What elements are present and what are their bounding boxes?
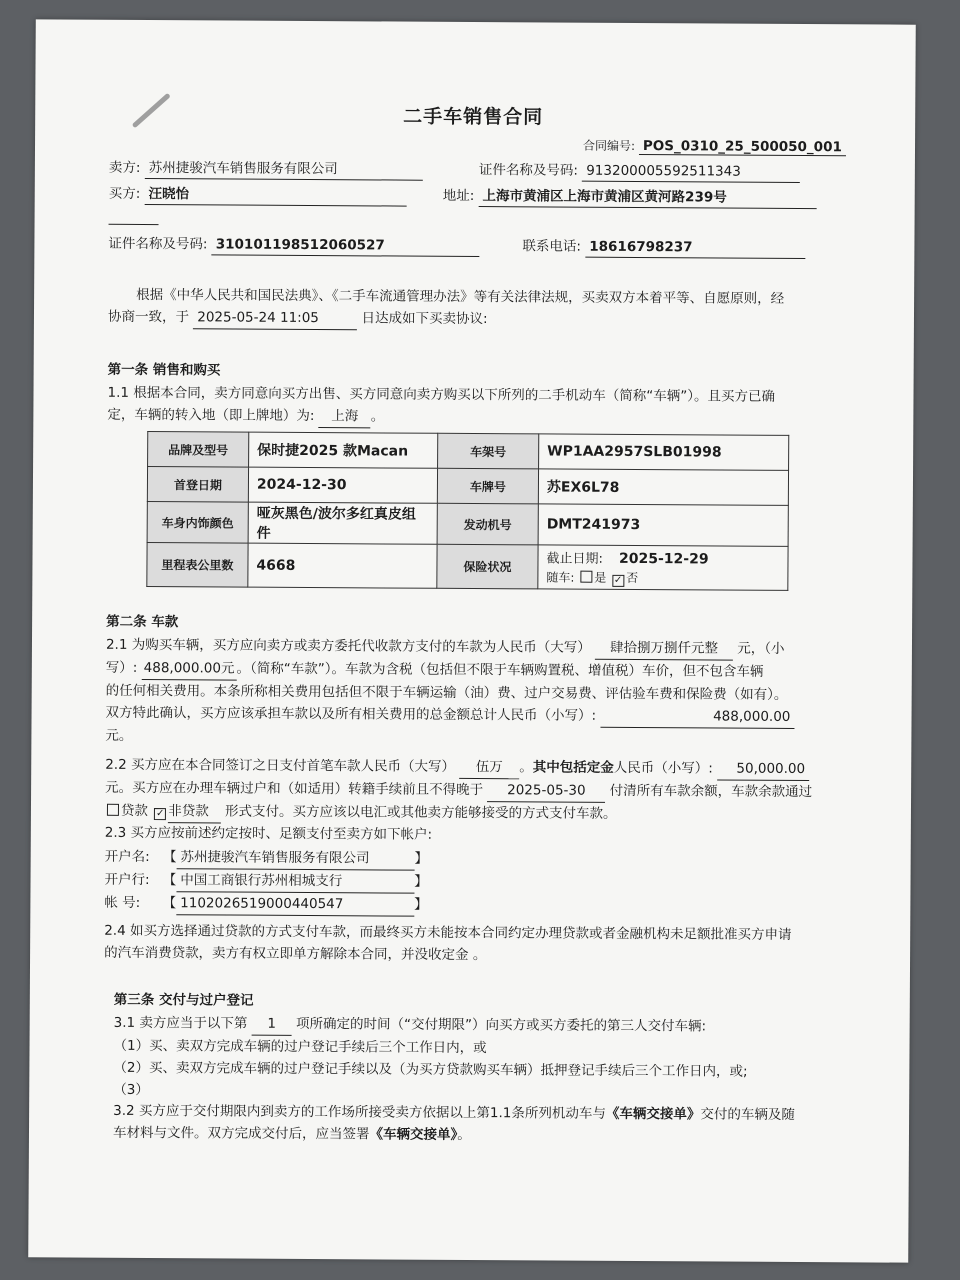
account-number: 1102026519000440547 [176,892,414,916]
article-2-title: 第二条 车款 [106,613,179,631]
buyer-address: 上海市黄浦区上海市黄浦区黄河路239号 [479,186,817,209]
table-row: 首登日期 2024-12-30 车牌号 苏EX6L78 [147,467,788,506]
vehicle-vin: WP1AA2957SLB01998 [539,434,789,471]
contract-number: 合同编号: POS_0310_25_500050_001 [583,137,846,157]
article-2-3: 2.3 买方应按前述约定按时、足额支付至卖方如下帐户: [104,824,433,843]
article-2-1: 2.1 为购买车辆，买方应向卖方或卖方委托代收款方支付的车款为人民币（大写） 肆拾捌万捌仟元整 元，（小 写）: 488,000.00元 。（简称“车款”）。车款为含税（包括但不限于车辆购置税、增值税）车价，但不包含车辆 的任何相关费用。本条所称相关费用包括但不限于车辆运输（油）费、过户交易费、评估验车费和保险费（如有）。 双方特此确认，买方应该承担车款以及所有相关费用的总金额总计人民币（小写）: 488,000.00 元。 [105,634,846,752]
bank-name: 中国工商银行苏州相城支行 [176,869,414,893]
registration-city: 上海 [319,405,371,428]
buyer-id: 310101198512060527 [212,234,480,257]
table-row: 里程表公里数 4668 保险状况 截止日期: 2025-12-29 随车: 是 ✓ 否 [147,543,788,591]
account-name: 苏州捷骏汽车销售服务有限公司 [176,846,414,870]
vehicle-table [146,431,789,591]
seller-name: 苏州捷骏汽车销售服务有限公司 [145,158,423,181]
delivery-option: 1 [252,1013,292,1036]
engine-number: DMT241973 [538,504,788,547]
first-registration-date: 2024-12-30 [248,467,437,503]
insurance-status: 截止日期: 2025-12-29 随车: 是 ✓ 否 [538,545,788,591]
buyer-name: 汪晓怡 [145,184,407,207]
plate-number: 苏EX6L78 [538,469,788,506]
buyer-phone: 18616798237 [585,237,805,259]
pen-icon [132,93,171,129]
contract-page [28,19,916,1262]
table-row: 车身内饰颜色 哑灰黑色/波尔多红真皮组件 发动机号 DMT241973 [147,502,788,547]
seller-id: 913200005592511343 [582,161,800,183]
phone-row: 联系电话: 18616798237 [522,236,805,259]
vehicle-color: 哑灰黑色/波尔多红真皮组件 [248,502,437,544]
address-row: 地址: 上海市黄浦区上海市黄浦区黄河路239号 [443,186,817,209]
table-row: 品牌及型号 保时捷2025 款Macan 车架号 WP1AA2957SLB01998 [148,432,789,471]
vehicle-model: 保时捷2025 款Macan [249,432,438,468]
checkbox-icon [107,804,119,816]
price-chinese: 肆拾捌万捌仟元整 [595,637,733,661]
insurance-end-date: 2025-12-29 [618,550,709,568]
checked-checkbox-icon: ✓ [156,808,165,820]
article-3-2: 3.2 买方应于交付期限内到卖方的工作场所接受卖方依据以上第1.1条所列机动车与《车辆交接单》交付的车辆及随 车材料与文件。双方完成交付后，应当签署《车辆交接单》。 [112,1102,795,1144]
buyer-id-row: 证件名称及号码: 310101198512060527 [108,234,479,257]
down-payment-number: 50,000.00 [717,758,809,782]
total-amount: 488,000.00 [600,705,794,729]
document-title: 二手车销售合同 [403,105,544,129]
seller-row: 卖方: 苏州捷骏汽车销售服务有限公司 [109,158,423,181]
article-3-title: 第三条 交付与过户登记 [113,991,254,1009]
intro-paragraph: 根据《中华人民共和国民法典》、《二手车流通管理办法》等有关法律法规，买卖双方本着平等、自愿原则，经 协商一致，于 2025-05-24 11:05 日达成如下买卖协议: [108,284,838,333]
article-2-4: 2.4 如买方选择通过贷款的方式支付车款，而最终买方未能按本合同约定办理贷款或者金融机构未足额批准买方申请 的汽车消费贷款，卖方有权立即单方解除本合同，并没收定金 。 [104,922,792,964]
checked-checkbox-icon: ✓ [613,574,623,586]
balance-due-date: 2025-05-30 [487,779,605,803]
article-3-1: 3.1 卖方应当于以下第 1 项所确定的时间（“交付期限”）向买方或买方委托的第三人交付车辆: （1）买、卖双方完成车辆的过户登记手续后三个工作日内，或 （2）买、卖双方完成车辆的过户登记手续以及（为买方贷款购买车辆）抵押登记手续后三个工作日内，或; （3） [113,1012,844,1105]
agreement-date: 2025-05-24 11:05 [193,306,357,330]
price-number: 488,000.00元 [142,657,237,681]
bank-account: 开户名: 【 苏州捷骏汽车销售服务有限公司 】 开户行: 【 中国工商银行苏州相城支行 】 帐 号: 【 1102026519000440547 】 [104,846,428,917]
seller-id-row: 证件名称及号码: 913200005592511343 [479,160,800,183]
address-continuation-line [109,224,159,225]
article-1-1: 1.1 根据本合同，卖方同意向买方出售、买方同意向卖方购买以下所列的二手机动车（简称“车辆”）。且买方已确 定，车辆的转入地（即上牌地）为: 上海 。 [107,382,837,431]
article-1-title: 第一条 销售和购买 [107,361,221,379]
mileage: 4668 [248,543,437,588]
article-2-2: 2.2 买方应在本合同签订之日支付首笔车款人民币（大写） 伍万 。其中包括定金人民币（小写）: 50,000.00 元。买方应在办理车辆过户和（如适用）转籍手续前且不得晚于 2025-05-30 付清所有车款余额，车款余款通过 贷款 ✓ 非贷款 形式支付。买方应该以电汇或其他卖方能够接受的方式支付车款。 [105,756,813,822]
checkbox-icon [580,571,592,583]
buyer-row: 买方: 汪晓怡 [109,184,407,207]
down-payment-chinese: 伍万 [459,756,519,779]
